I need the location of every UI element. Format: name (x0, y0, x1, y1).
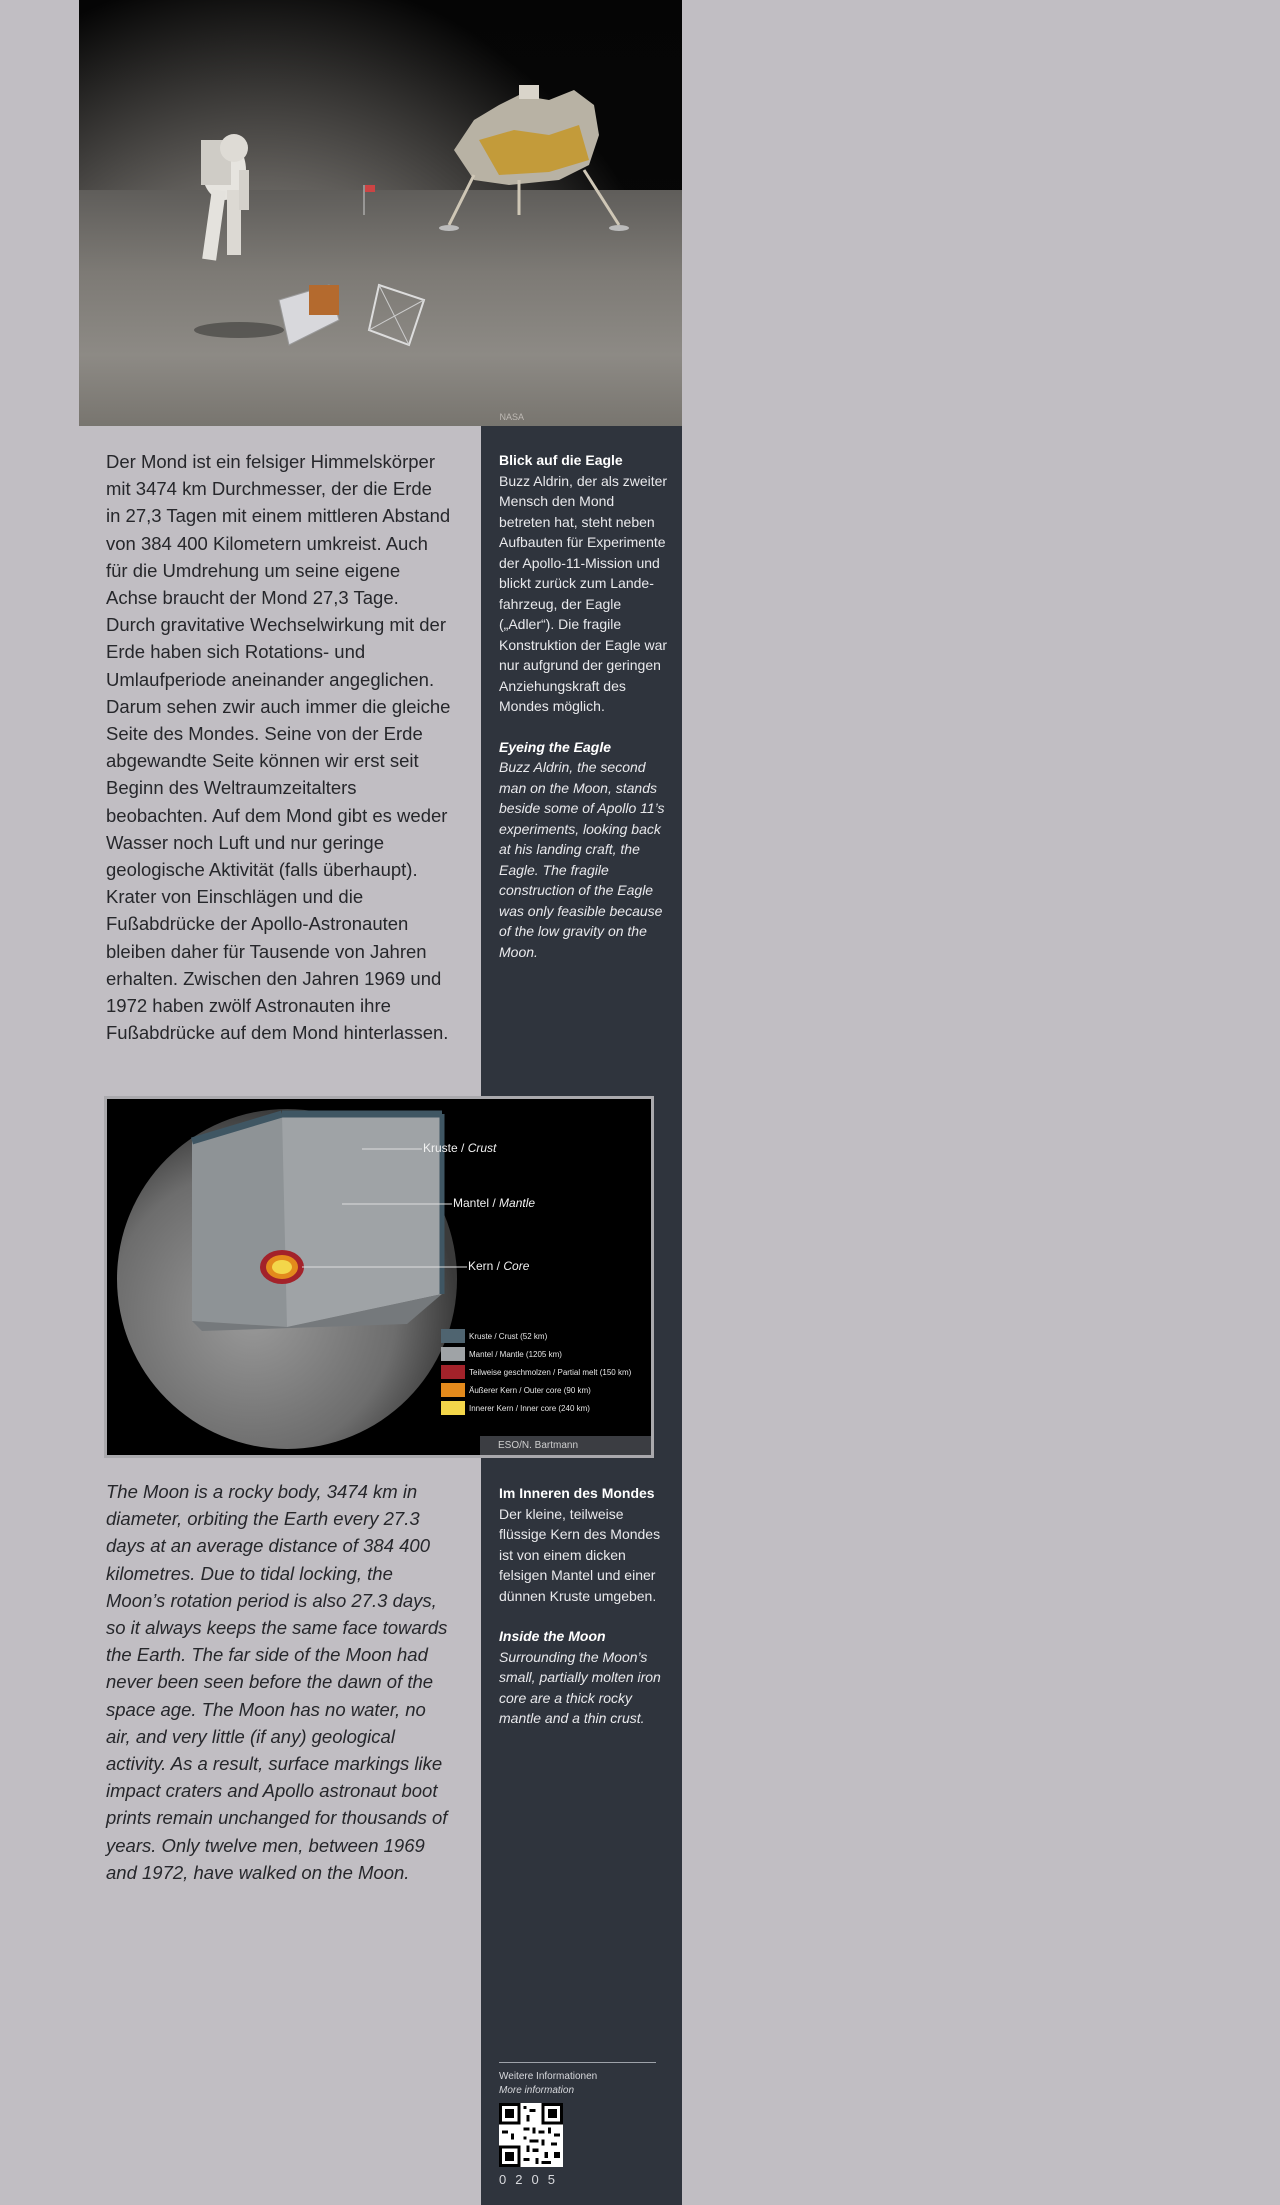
diagram-credit: ESO/N. Bartmann (480, 1436, 651, 1455)
astronaut-illustration (194, 134, 284, 338)
lunar-module-illustration (439, 85, 629, 231)
label-core: Kern / Core (468, 1259, 530, 1273)
legend-crust: Kruste / Crust (52 km) (441, 1329, 547, 1343)
legend-inner-core: Innerer Kern / Inner core (240 km) (441, 1401, 590, 1415)
photo-credit: NASA (499, 412, 524, 422)
legend-swatch (441, 1401, 465, 1415)
caption2-text-en: Surrounding the Moon’s small, partially molten iron core are a thick rocky mantle and a thin crust. (499, 1648, 661, 1726)
label-mantle: Mantel / Mantle (453, 1196, 536, 1210)
caption2-text-de: Der kleine, teilweise flüssige Kern des Mondes ist von einem dicken felsigen Mantel und einer dünnen Kruste umgeben. (499, 1505, 661, 1604)
legend-mantle: Mantel / Mantle (1205 km) (441, 1347, 562, 1361)
more-info-de: Weitere Informationen (499, 2071, 598, 2082)
qr-code-icon[interactable] (499, 2103, 563, 2167)
caption-title-de: Blick auf die Eagle (499, 452, 623, 468)
legend-swatch (441, 1329, 465, 1343)
caption-text-de: Buzz Aldrin, der als zweiter Mensch den Mond betreten hat, steht neben Aufbauten für Experimente der Apollo-11-Mission und blickt zurück zum Landefahrzeug, der Eagle („Adler“). Die fragile Konstruktion der Eagle war nur aufgrund der geringen Anziehungskraft des Mondes möglich. (499, 472, 668, 714)
legend-swatch (441, 1383, 465, 1397)
more-info-en: More information (499, 2085, 575, 2096)
sidebar-caption-photo (499, 450, 669, 962)
caption2-title-en: Inside the Moon (499, 1628, 606, 1644)
legend-swatch (441, 1365, 465, 1379)
apollo-photo (79, 0, 682, 426)
caption-text-en: Buzz Aldrin, the second man on the Moon, stands beside some of Apollo 11’s experiments, looking back at his landing craft, the Eagle. The fragile construction of the Eagle was only feasible because of the low gravity on the Moon. (499, 759, 665, 960)
sidebar-caption-diagram (499, 1483, 669, 1729)
legend-swatch (441, 1347, 465, 1361)
legend-partial-melt: Teilweise geschmolzen / Partial melt (150 km) (441, 1365, 631, 1379)
photo-scene (79, 0, 682, 426)
label-crust: Kruste / Crust (423, 1141, 497, 1155)
caption2-title-de: Im Inneren des Mondes (499, 1485, 655, 1501)
exhibit-code: 0205 (499, 2172, 564, 2187)
moon-interior-diagram (104, 1096, 654, 1458)
main-text-en: The Moon is a rocky body, 3474 km in diameter, orbiting the Earth every 27.3 days at an average distance of 384 400 kilometres. Due to tidal locking, the Moon’s rotation period is also 27.3 days, so it always keeps the same face towards the Earth. The far side of the Moon had never been seen before the dawn of the space age. The Moon has no water, no air, and very little (if any) geological activity. As a result, surface markings like impact craters and Apollo astronaut boot prints remain unchanged for thousands of years. Only twelve men, between 1969 and 1972, have walked on the Moon. (106, 1481, 448, 1883)
main-text-de: Der Mond ist ein felsiger Himmelskörper mit 3474 km Durchmesser, der die Erde in 27,3 Tagen mit einem mittleren Abstand von 384 400 Kilometern umkreist. Auch für die Umdrehung um seine eigene Achse braucht der Mond 27,3 Tage. Durch gravitative Wechselwirkung mit der Erde haben sich Rotations- und Umlaufperiode aneinander angeglichen. Darum sehen zwir auch immer die gleiche Seite des Mondes. Seine von der Erde abgewandte Seite können wir erst seit Beginn des Weltraumzeitalters beobachten. Auf dem Mond gibt es weder Wasser noch Luft und nur geringe geologische Aktivität (falls überhaupt). Krater von Einschlägen und die Fußabdrücke der Apollo-Astronauten bleiben daher für Tausende von Jahren erhalten. Zwischen den Jahren 1969 und 1972 haben zwölf Astronauten ihre Fußabdrücke auf dem Mond hinterlassen. (106, 451, 451, 1044)
legend-outer-core: Äußerer Kern / Outer core (90 km) (441, 1383, 591, 1397)
footer-divider (499, 2062, 656, 2063)
caption-title-en: Eyeing the Eagle (499, 738, 612, 755)
